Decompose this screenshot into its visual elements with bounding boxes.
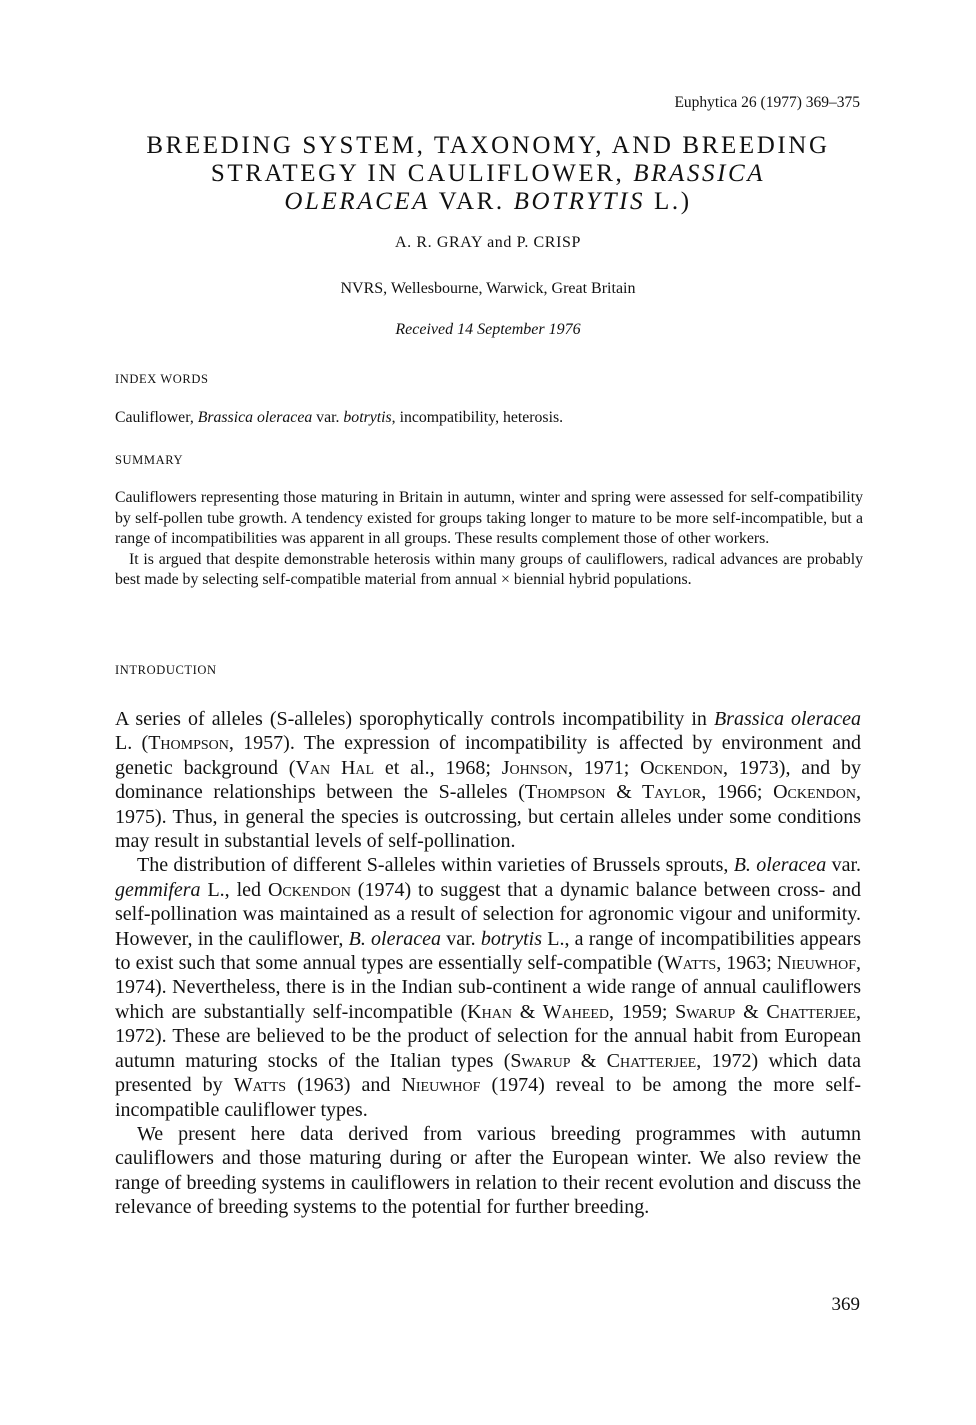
citation-author: Ockendon	[640, 756, 723, 779]
text-run: , 1959;	[609, 1000, 676, 1023]
title-line-2	[60, 160, 916, 188]
text-run: A series of alleles (S-alleles) sporophytically controls incompatibility in	[115, 708, 714, 730]
citation-author: Thompson	[148, 732, 229, 755]
text-run: (1974) to suggest that a dynamic balance between cross- and self-pollination was maintained as a result of selection for agronomic vigour and uniformity. However, in the cauliflower,	[115, 878, 862, 950]
text-run: , 1957). The expression of incompatibility is affected by environment and genetic background (	[115, 732, 861, 779]
citation-author: Van Hal	[295, 756, 375, 779]
species-name: B. oleracea	[733, 854, 827, 877]
citation-author: Watts	[233, 1074, 287, 1097]
citation-author: Ockendon	[267, 878, 351, 901]
paper-title	[60, 132, 916, 216]
text-run: , 1972) which data presented by	[115, 1049, 861, 1097]
citation-author: Nieuwhof	[777, 952, 856, 975]
title-text: L.)	[645, 188, 692, 215]
text-run: , 1966;	[701, 781, 774, 804]
text-run: L. (	[115, 732, 149, 755]
text-run: var.	[826, 854, 862, 877]
species-name: Brassica oleracea	[197, 409, 313, 426]
text-run: et al., 1968;	[374, 756, 502, 779]
title-italic: OLERACEA	[284, 188, 431, 215]
summary-text	[115, 488, 863, 591]
text-run: var.	[441, 927, 481, 950]
received-date: Received 14 September 1976	[395, 321, 581, 338]
text-run: , 1963;	[716, 952, 777, 975]
citation-author: Watts	[663, 952, 717, 975]
text-run: Cauliflower,	[115, 409, 198, 426]
text-run: , 1972). These are believed to be the product of selection for the annual habit from European autumn maturing stocks of the Italian types (	[115, 1000, 861, 1072]
introduction-body	[115, 707, 861, 1220]
text-run: L., a range of incompatibilities appears to exist such that some annual types are essentially self-compatible (	[115, 927, 861, 975]
intro-paragraph-3: We present here data derived from various breeding programmes with autumn cauliflowers and those maturing during or after the European winter. We also review the range of breeding systems in cauliflowers in relation to their recent evolution and discuss the relevance of breeding systems to the potential for further breeding.	[115, 1122, 861, 1219]
text-run: , 1973), and by dominance relationships between the S-alleles (	[115, 756, 861, 804]
text-run: , 1975). Thus, in general the species is outcrossing, but certain alleles under some conditions may result in substantial levels of self-pollination.	[115, 781, 861, 853]
introduction-heading: INTRODUCTION	[115, 663, 217, 677]
text-run: var.	[312, 409, 344, 426]
species-name: Brassica oleracea	[713, 708, 861, 730]
citation-author: Swarup & Chatterjee	[510, 1049, 697, 1072]
title-text: STRATEGY IN CAULIFLOWER,	[210, 160, 634, 187]
species-name: botrytis	[343, 409, 392, 426]
citation-author: Khan & Waheed	[467, 1000, 610, 1023]
text-run: , 1971;	[567, 756, 641, 779]
citation-author: Thompson & Taylor	[524, 781, 702, 804]
authors: A. R. GRAY and P. CRISP	[395, 234, 581, 251]
intro-paragraph-2	[115, 853, 861, 1121]
title-line-1: BREEDING SYSTEM, TAXONOMY, AND BREEDING	[146, 132, 830, 159]
summary-heading: SUMMARY	[115, 453, 184, 467]
text-run: The distribution of different S-alleles within varieties of Brussels sprouts,	[137, 854, 734, 877]
journal-reference: Euphytica 26 (1977) 369–375	[674, 94, 860, 111]
citation-author: Ockendon	[773, 781, 856, 804]
page-number: 369	[831, 1294, 860, 1315]
index-words-text	[115, 408, 863, 429]
citation-author: Swarup & Chatterjee	[675, 1000, 856, 1023]
title-text: VAR.	[430, 188, 514, 215]
intro-paragraph-1	[115, 707, 861, 853]
species-name: B. oleracea	[348, 927, 442, 950]
text-run: L., led	[200, 878, 268, 901]
species-name: gemmifera	[115, 878, 201, 901]
text-run: , 1974). Nevertheless, there is in the Indian sub-continent a wide range of annual cauliflowers which are substantially self-incompatible (	[115, 952, 861, 1023]
text-run: (1963) and	[286, 1074, 402, 1097]
title-italic: BRASSICA	[633, 160, 766, 187]
text-run: (1974) reveal to be among the more self-incompatible cauliflower types.	[115, 1074, 861, 1121]
title-line-3	[60, 188, 916, 216]
affiliation: NVRS, Wellesbourne, Warwick, Great Britain	[340, 280, 636, 297]
citation-author: Johnson	[501, 756, 568, 779]
title-italic: BOTRYTIS	[513, 188, 646, 215]
summary-paragraph-2: It is argued that despite demonstrable heterosis within many groups of cauliflowers, radical advances are probably best made by selecting self-compatible material from annual × biennial hybrid populations.	[115, 550, 863, 588]
species-name: botrytis	[480, 927, 543, 950]
text-run: , incompatibility, heterosis.	[391, 409, 564, 426]
index-words-heading: INDEX WORDS	[115, 372, 209, 386]
citation-author: Nieuwhof	[401, 1074, 481, 1097]
summary-paragraph-1: Cauliflowers representing those maturing in Britain in autumn, winter and spring were assessed for self-compatibility by self-pollen tube growth. A tendency existed for groups taking longer to mature to be more self-incompatible, but a range of incompatibilities was apparent in all groups. These results complement those of other workers.	[115, 489, 863, 547]
